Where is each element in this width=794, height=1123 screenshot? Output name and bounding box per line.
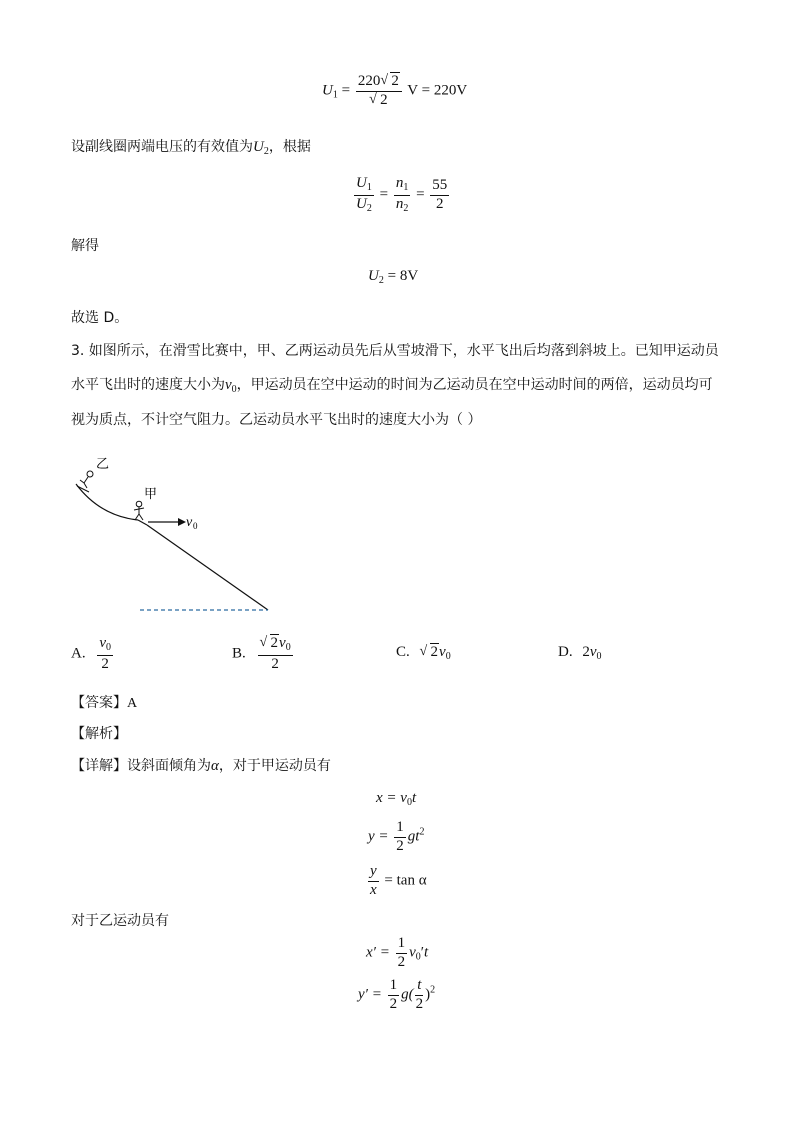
fraction xyxy=(388,978,400,1013)
paragraph-u2 xyxy=(71,136,311,157)
fraction xyxy=(356,74,402,109)
var-u2: U xyxy=(356,195,367,212)
paren: ) xyxy=(425,986,431,1003)
equation-u2: $U_2 = 8V$ xyxy=(368,268,419,286)
var-v: v xyxy=(225,377,232,393)
answer-value: A xyxy=(127,696,138,711)
fraction xyxy=(97,636,113,672)
subscript: 0 xyxy=(406,797,412,808)
numerator: t xyxy=(415,978,423,996)
fraction-value xyxy=(430,178,449,213)
var-v: v xyxy=(439,644,446,660)
var-n2: n xyxy=(395,195,404,212)
var-v: v xyxy=(409,944,416,961)
equation-ratio: $\frac{U_1}{U_2}$ = $\frac{n_1}{n_2}$ = $\frac{55}{2}$ xyxy=(356,175,448,214)
text: 设副线圈两端电压的有效值为 xyxy=(71,139,253,155)
subscript: 1 xyxy=(332,89,338,101)
ski-slope-figure xyxy=(60,450,320,620)
var-t: t xyxy=(411,790,417,806)
option-letter: B. xyxy=(232,645,246,662)
equation-u1: $U_1$ = 220 √ 2 √ 2 V = 220V xyxy=(322,73,468,108)
var-n1: n xyxy=(395,175,404,191)
radicand: 2 xyxy=(380,91,388,108)
ramp-incline xyxy=(138,520,147,525)
var-u1: U xyxy=(356,175,367,191)
subscript: 0 xyxy=(106,642,112,653)
fraction-n xyxy=(394,176,411,214)
numerator: 1 xyxy=(396,936,408,954)
question-3-line-2 xyxy=(71,374,713,395)
option-a[interactable] xyxy=(71,636,115,672)
option-d[interactable] xyxy=(558,644,602,662)
result: 8V xyxy=(399,268,419,284)
label-v-sub: 0 xyxy=(193,521,198,531)
snow-slope-curve xyxy=(76,484,138,520)
subscript: 2 xyxy=(263,146,269,157)
var-u: U xyxy=(322,82,333,99)
var-x-prime: x′ = xyxy=(366,944,394,961)
var-alpha: α xyxy=(211,758,219,774)
var-u: U xyxy=(368,268,379,284)
sqrt-symbol: √ xyxy=(380,73,388,88)
superscript: 2 xyxy=(419,826,425,838)
subscript: 0 xyxy=(445,651,451,662)
unit: V xyxy=(407,82,418,99)
sqrt-symbol: √ xyxy=(259,635,268,650)
question-3-line-3: 视为质点，不计空气阻力。乙运动员水平飞出时的速度大小为（ ） xyxy=(71,412,482,428)
coefficient: 2 xyxy=(582,644,590,660)
subscript: 0 xyxy=(415,951,421,963)
denominator: 2 xyxy=(397,953,406,970)
numerator: 1 xyxy=(394,820,406,838)
equation-x-prime xyxy=(366,936,428,971)
equation-x xyxy=(376,790,416,808)
numerator: 220 xyxy=(357,73,381,89)
var-g: g( xyxy=(401,986,414,1003)
subscript: 2 xyxy=(378,275,384,286)
numerator: 1 xyxy=(388,978,400,996)
subscript: 0 xyxy=(596,651,602,662)
detail-line xyxy=(71,755,331,775)
radicand: 2 xyxy=(270,635,279,651)
label-yi: 乙 xyxy=(96,457,110,472)
option-b[interactable] xyxy=(232,636,295,672)
denominator: 2 xyxy=(436,195,444,212)
equation-tan xyxy=(366,864,427,899)
denominator: 2 xyxy=(101,655,109,672)
fraction xyxy=(258,636,293,672)
var-y-prime: y′ = xyxy=(358,986,386,1003)
var-u: U xyxy=(253,139,264,155)
text: ，对于甲运动员有 xyxy=(218,758,331,774)
tan-rhs: = tan α xyxy=(384,872,427,889)
arrow-head xyxy=(178,518,186,526)
numerator: 55 xyxy=(430,178,449,196)
landing-slope xyxy=(147,525,268,610)
var-v: v xyxy=(400,790,407,806)
detail-label: 【详解】 xyxy=(71,758,127,774)
answer-label: 【答案】 xyxy=(71,695,127,711)
var-x: x = xyxy=(376,790,401,806)
text: 水平飞出时的速度大小为 xyxy=(71,377,225,393)
denominator: 2 xyxy=(389,995,398,1012)
denominator: 2 xyxy=(271,655,279,672)
subscript: 0 xyxy=(231,384,237,395)
text: 设斜面倾角为 xyxy=(127,758,211,774)
subscript: 1 xyxy=(403,182,409,193)
question-3-line-1: 3. 如图所示，在滑雪比赛中，甲、乙两运动员先后从雪坡滑下，水平飞出后均落到斜坡上。已知甲运动员 xyxy=(71,343,719,359)
subscript: 2 xyxy=(366,202,372,214)
option-letter: D. xyxy=(558,644,573,660)
label-jia: 甲 xyxy=(144,487,158,502)
var-v: v xyxy=(589,644,597,660)
skier-jia-icon xyxy=(134,501,144,520)
analysis-label: 【解析】 xyxy=(71,726,127,742)
text: ，根据 xyxy=(268,139,311,155)
superscript: 2 xyxy=(430,984,436,996)
answer-line xyxy=(71,692,137,712)
prime: ′ xyxy=(420,944,425,961)
equation-y-prime xyxy=(358,978,435,1013)
for-yi-line: 对于乙运动员有 xyxy=(71,913,169,929)
fraction xyxy=(394,820,406,855)
fraction-u xyxy=(354,176,374,214)
radicand: 2 xyxy=(430,644,439,660)
text: ，甲运动员在空中运动的时间为乙运动员在空中运动时间的两倍，运动员均可 xyxy=(236,377,713,393)
option-c[interactable] xyxy=(396,644,451,662)
option-letter: C. xyxy=(396,644,410,660)
denominator: x xyxy=(370,881,377,898)
var-v: v xyxy=(99,635,107,651)
fraction xyxy=(368,864,379,899)
label-v: v xyxy=(186,515,193,530)
equation-y xyxy=(368,820,424,855)
var-v: v xyxy=(279,635,286,651)
choose-line: 故选 D。 xyxy=(71,310,129,326)
option-letter: A. xyxy=(71,645,86,662)
solve-label: 解得 xyxy=(71,238,99,254)
subscript: 0 xyxy=(285,642,291,653)
var-gt: gt xyxy=(407,828,420,845)
subscript: 1 xyxy=(366,182,372,193)
sqrt-symbol: √ xyxy=(419,644,428,659)
var-t: t xyxy=(424,944,429,961)
result: 220V xyxy=(433,82,468,99)
var-y: y = xyxy=(368,828,393,845)
denominator: 2 xyxy=(396,837,404,854)
radicand: 2 xyxy=(391,73,399,89)
fraction xyxy=(396,936,408,971)
subscript: 2 xyxy=(403,202,409,214)
sqrt-symbol: √ xyxy=(369,91,377,107)
numerator: y xyxy=(368,864,379,882)
fraction-t xyxy=(414,978,426,1013)
denominator: 2 xyxy=(415,995,424,1012)
